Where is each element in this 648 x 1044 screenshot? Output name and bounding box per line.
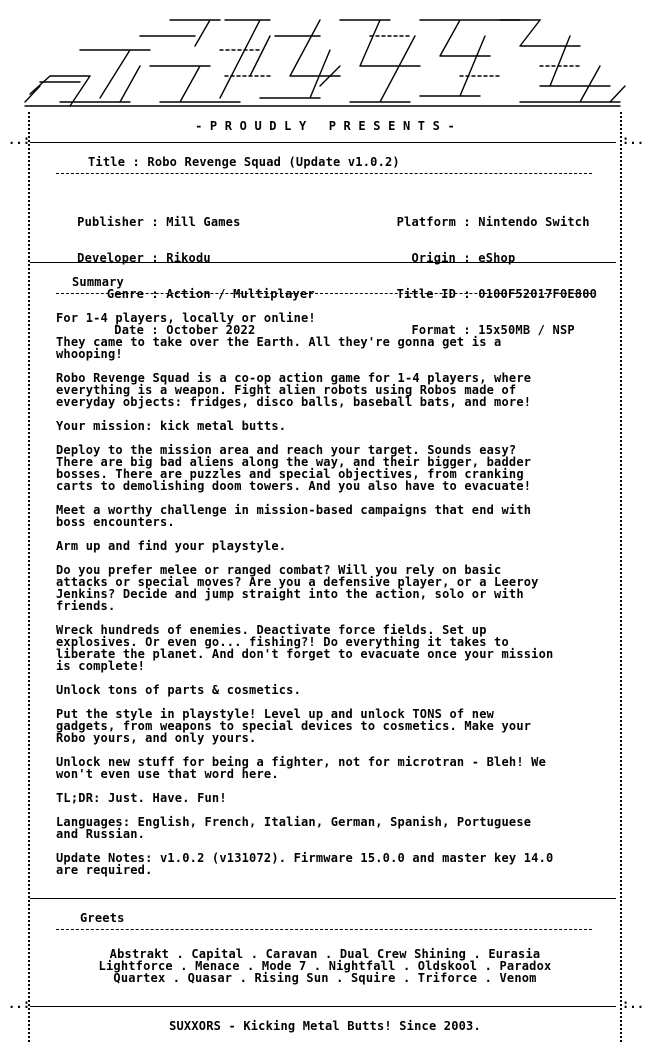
summary-paragraph: Robo Revenge Squad is a co-op action game for 1-4 players, where everything is a weapon. Fight alien robots using Robos made of everyday objects: fridges, disco balls, baseball bats, and more! [56,371,532,409]
info-label-origin: Origin [411,251,456,265]
section-divider [30,1006,616,1007]
summary-paragraph: Do you prefer melee or ranged combat? Will you rely on basic attacks or special moves? Are you a defensive player, or a Leeroy Jenkins? Decide and jump straight into the action, solo or with friends. [56,563,539,613]
summary-underline [56,293,592,294]
footer-tagline: SUXXORS - Kicking Metal Butts! Since 2003. [169,1019,481,1033]
summary-paragraph: Your mission: kick metal butts. [56,419,287,433]
presents-banner: - P R O U D L Y P R E S E N T S - [195,119,455,133]
info-value-date: October 2022 [166,323,256,337]
title-label: Title [88,155,126,169]
summary-heading: Summary [72,275,124,289]
info-right-values: : Nintendo Switch : eShop : 0100F52017F0E800 : 15x50MB / NSP [456,215,598,337]
summary-paragraph: Deploy to the mission area and reach your target. Sounds easy? There are big bad aliens along the way, and their bigger, badder bosses. There are puzzles and special objectives, from cranking carts to demolishing doom towers. And you also have to evacuate! [56,443,532,493]
section-divider [30,142,616,143]
greets-underline [56,929,592,930]
summary-paragraph: They came to take over the Earth. All they're gonna get is a whooping! [56,335,502,361]
summary-paragraph: Update Notes: v1.0.2 (v131072). Firmware 15.0.0 and master key 14.0 are required. [56,851,554,877]
summary-paragraph: Put the style in playstyle! Level up and unlock TONS of new gadgets, from weapons to special devices to cosmetics. Make your Robo yours, and only yours. [56,707,532,745]
title-value: Robo Revenge Squad (Update v1.0.2) [147,155,400,169]
greets-line: Quartex . Quasar . Rising Sun . Squire . Triforce . Venom [113,971,537,985]
info-label-platform: Platform [396,215,456,229]
info-label-genre: Genre [106,287,144,301]
summary-paragraph: TL;DR: Just. Have. Fun! [56,791,227,805]
section-divider [30,262,616,263]
info-label-publisher: Publisher [77,215,144,229]
summary-paragraph: Meet a worthy challenge in mission-based campaigns that end with boss encounters. [56,503,532,529]
frame-corner-dots: ..: [8,997,31,1011]
frame-corner-dots: :.. [622,133,645,147]
frame-right-border [620,112,622,1042]
greets-line: Lightforce . Menace . Mode 7 . Nightfall . Oldskool . Paradox [98,959,552,973]
info-left-values: : Mill Games : Rikodu : Action / Multiplayer : October 2022 [144,215,315,337]
group-logo-art [20,6,630,112]
info-value-title-id: 0100F52017F0E800 [478,287,598,301]
summary-paragraph: Languages: English, French, Italian, German, Spanish, Portuguese and Russian. [56,815,532,841]
section-divider [30,898,616,899]
summary-paragraph: Wreck hundreds of enemies. Deactivate force fields. Set up explosives. Or even go... fishing?! Do everything it takes to liberate the planet. And don't forget to evacuate once your mission is complete! [56,623,554,673]
summary-paragraph: Unlock new stuff for being a fighter, not for microtran - Bleh! We won't even use that word here. [56,755,547,781]
greets-heading: Greets [80,911,125,925]
info-label-date: Date [114,323,144,337]
info-label-title-id: Title ID [396,287,456,301]
info-value-origin: eShop [478,251,516,265]
title-line: Title : Robo Revenge Squad (Update v1.0.2) [88,155,400,169]
summary-paragraph: Unlock tons of parts & cosmetics. [56,683,302,697]
info-value-genre: Action / Multiplayer [166,287,315,301]
summary-paragraph: Arm up and find your playstyle. [56,539,287,553]
summary-paragraph: For 1-4 players, locally or online! [56,311,316,325]
info-value-platform: Nintendo Switch [478,215,590,229]
greets-line: Abstrakt . Capital . Caravan . Dual Crew Shining . Eurasia [109,947,541,961]
frame-corner-dots: :.. [622,997,645,1011]
frame-left-border [28,112,30,1042]
info-value-format: 15x50MB / NSP [478,323,575,337]
frame-corner-dots: ..: [8,133,31,147]
info-label-developer: Developer [77,251,144,265]
info-value-publisher: Mill Games [166,215,241,229]
info-value-developer: Rikodu [166,251,211,265]
title-underline [56,173,592,174]
info-label-format: Format [411,323,456,337]
